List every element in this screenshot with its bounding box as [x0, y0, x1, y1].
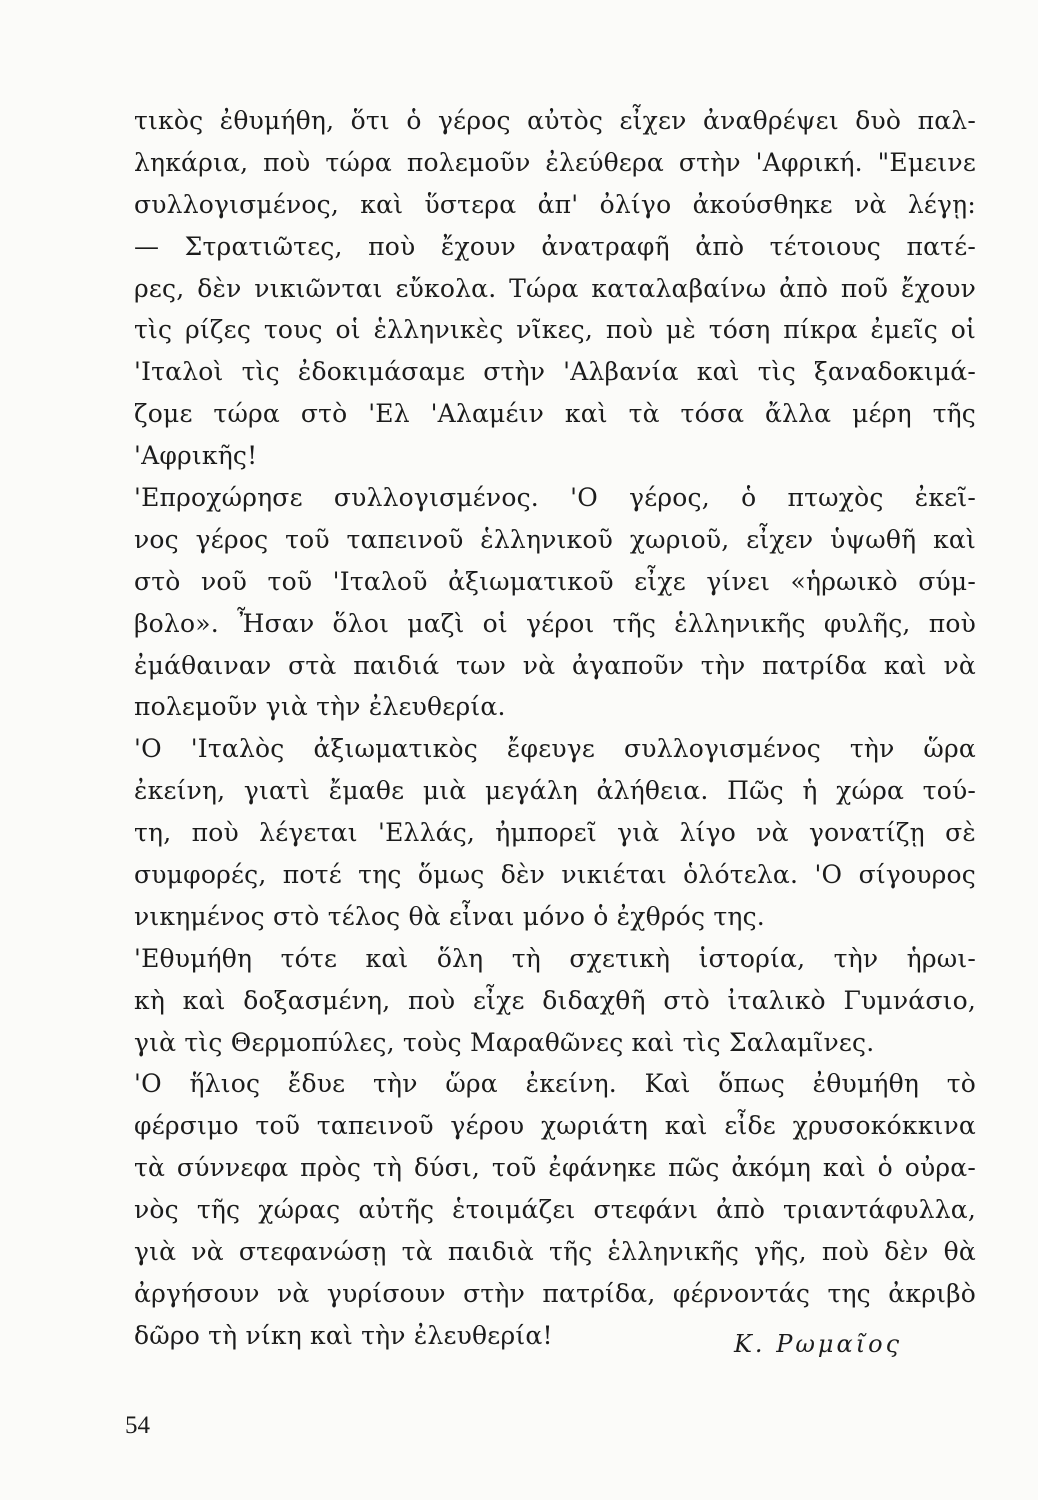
text-line: ληκάρια, ποὺ τώρα πολεμοῦν ἐλεύθερα στὴν 'Αφρική. "Εμεινε	[134, 147, 976, 177]
text-line: 'Εθυμήθη τότε καὶ ὅλη τὴ σχετικὴ ἱστορία, τὴν ἡρωι-	[134, 943, 976, 973]
text-line: 'Επροχώρησε συλλογισμένος. 'Ο γέρος, ὁ πτωχὸς ἐκεῖ-	[134, 483, 976, 513]
text-line: 'Ο 'Ιταλὸς ἀξιωματικὸς ἔφευγε συλλογισμένος τὴν ὥρα	[134, 734, 976, 764]
text-line: βολο». Ἦσαν ὅλοι μαζὶ οἱ γέροι τῆς ἑλληνικῆς φυλῆς, ποὺ	[134, 608, 976, 638]
text-line: ζομε τώρα στὸ 'Ελ 'Αλαμέιν καὶ τὰ τόσα ἄλλα μέρη τῆς	[134, 399, 976, 429]
text-line: τη, ποὺ λέγεται 'Ελλάς, ἠμπορεῖ γιὰ λίγο νὰ γονατίζῃ σὲ	[134, 818, 976, 848]
text-line: κὴ καὶ δοξασμένη, ποὺ εἶχε διδαχθῆ στὸ ἰταλικὸ Γυμνάσιο,	[134, 985, 976, 1015]
text-line: τὰ σύννεφα πρὸς τὴ δύσι, τοῦ ἐφάνηκε πῶς ἀκόμη καὶ ὁ οὐρα-	[134, 1153, 976, 1183]
text-line: συλλογισμένος, καὶ ὕστερα ἀπ' ὀλίγο ἀκούσθηκε νὰ λέγῃ:	[134, 189, 976, 219]
text-line: στὸ νοῦ τοῦ 'Ιταλοῦ ἀξιωματικοῦ εἶχε γίνει «ἡρωικὸ σύμ-	[134, 566, 976, 596]
text-line: συμφορές, ποτέ της ὅμως δὲν νικιέται ὁλότελα. 'Ο σίγουρος	[134, 860, 976, 890]
text-line: 'Αφρικῆς!	[134, 441, 258, 471]
text-line: ρες, δὲν νικιῶνται εὔκολα. Τώρα καταλαβαίνω ἀπὸ ποῦ ἔχουν	[134, 273, 976, 303]
text-line: τὶς ρίζες τους οἱ ἑλληνικὲς νῖκες, ποὺ μὲ τόση πίκρα ἐμεῖς οἱ	[134, 315, 976, 345]
text-line: πολεμοῦν γιὰ τὴν ἐλευθερία.	[134, 692, 506, 722]
text-line: 'Ο ἥλιος ἔδυε τὴν ὥρα ἐκείνη. Καὶ ὅπως ἐθυμήθη τὸ	[134, 1069, 976, 1099]
text-line: γιὰ νὰ στεφανώσῃ τὰ παιδιὰ τῆς ἑλληνικῆς γῆς, ποὺ δὲν θὰ	[134, 1237, 976, 1267]
author-signature: Κ. Ρωμαῖος	[734, 1330, 903, 1358]
text-line: 'Ιταλοὶ τὶς ἐδοκιμάσαμε στὴν 'Αλβανία καὶ τὶς ξαναδοκιμά-	[134, 357, 976, 387]
text-line: ἐμάθαιναν στὰ παιδιά των νὰ ἀγαποῦν τὴν πατρίδα καὶ νὰ	[134, 650, 976, 680]
text-line: ἐκείνη, γιατὶ ἔμαθε μιὰ μεγάλη ἀλήθεια. Πῶς ἡ χώρα τού-	[134, 776, 976, 806]
text-line: τικὸς ἐθυμήθη, ὅτι ὁ γέρος αὐτὸς εἶχεν ἀναθρέψει δυὸ παλ-	[134, 106, 976, 135]
text-line: ἀργήσουν νὰ γυρίσουν στὴν πατρίδα, φέρνοντάς της ἀκριβὸ	[134, 1278, 976, 1308]
text-line: — Στρατιῶτες, ποὺ ἔχουν ἀνατραφῆ ἀπὸ τέτοιους πατέ-	[134, 231, 976, 261]
text-line: νικημένος στὸ τέλος θὰ εἶναι μόνο ὁ ἐχθρός της.	[134, 901, 765, 931]
page-number: 54	[125, 1412, 150, 1439]
body-text	[134, 100, 976, 1357]
text-line: νος γέρος τοῦ ταπεινοῦ ἑλληνικοῦ χωριοῦ, εἶχεν ὑψωθῆ καὶ	[134, 524, 976, 554]
text-line: δῶρο τὴ νίκη καὶ τὴν ἐλευθερία!	[134, 1320, 553, 1350]
text-line: νὸς τῆς χώρας αὐτῆς ἑτοιμάζει στεφάνι ἀπὸ τριαντάφυλλα,	[134, 1195, 976, 1225]
text-line: φέρσιμο τοῦ ταπεινοῦ γέρου χωριάτη καὶ εἶδε χρυσοκόκκινα	[134, 1111, 976, 1141]
text-line: γιὰ τὶς Θερμοπύλες, τοὺς Μαραθῶνες καὶ τὶς Σαλαμῖνες.	[134, 1027, 875, 1057]
